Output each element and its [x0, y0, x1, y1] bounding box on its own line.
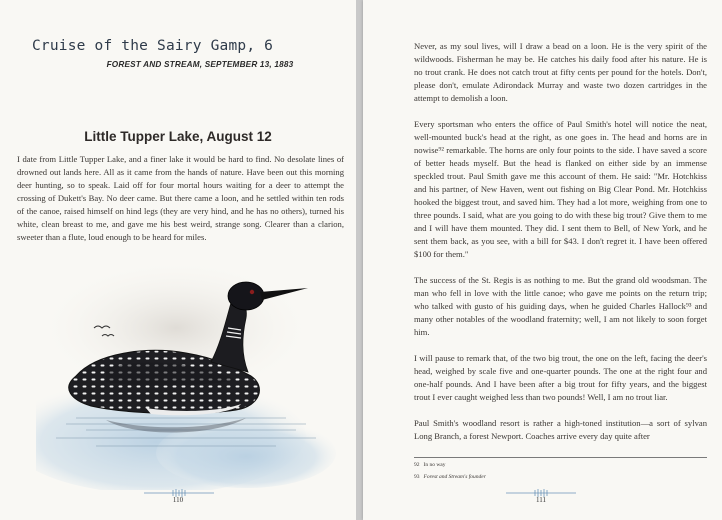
right-paragraph: Never, as my soul lives, will I draw a bead on a loon. He is the very spirit of the wildwoods. Fisherman he may be. He catches his daily food after his nature. He is no trout crank. He does not catch trout at fifty cents per pound for the hotels. Don't, please don't, emulate Adirondack Murray and waste two dozen cartridges in the attempt to demolish a loon. [414, 41, 707, 103]
right-body-text [414, 40, 707, 456]
right-paragraph: I will pause to remark that, of the two big trout, the one on the left, facing the deer's head, weighed by scale five and one-quarter pounds. The one at the right four and one-half pounds. And I have been after a big trout for fifty years, and the biggest trout I ever caught weighed less than two pounds! Well, I am no trout liar. [414, 353, 707, 402]
left-folio: 110 [172, 496, 184, 504]
page-gutter [356, 0, 363, 520]
right-paragraph: Paul Smith's woodland resort is rather a high-toned institution—a sort of sylvan Long Branch, a forest Newport. Coaches arrive every day quite after [414, 418, 707, 441]
footnote-92 [414, 462, 707, 468]
left-body-text [17, 153, 344, 244]
left-paragraph: I date from Little Tupper Lake, and a finer lake it would be hard to find. No desolate lines of drowned out lands here. All as it came from the hands of nature. Have been out this morning deer hunting, so to speak. Laid off for four mortal hours waiting for a deer to attempt the crossing of Dukett's Bay. No deer came. But there came a loon, and he settled within ten rods of the canoe, raised himself on hind legs (they are very hind, and he has no others), turned his white, clean breast to me, and gave me his best weird, strange song. Clearer than a clarion, sweeter than a flute, loud enough to be heard for miles. [17, 154, 344, 242]
right-folio: 111 [536, 496, 546, 504]
chapter-subtitle: FOREST AND STREAM, SEPTEMBER 13, 1883 [106, 60, 294, 69]
footnote-number: 92 [414, 462, 420, 468]
loon-icon [36, 258, 336, 490]
footnote-rule [414, 457, 707, 458]
footnote-number: 93 [414, 474, 420, 480]
section-heading: Little Tupper Lake, August 12 [84, 129, 272, 144]
loon-illustration [36, 258, 336, 490]
right-paragraph: Every sportsman who enters the office of Paul Smith's hotel will notice the neat, well-mounted buck's head at the right, as one goes in. The head and horns are in nowise⁹² remarkable. The horns are only four points to the side. I have saved a score of better heads myself. But the head is flanked on either side by an immense speckled trout. Paul Smith gave me this account of them. He said: "Mr. Hotchkiss and his partner, of New Haven, went out fishing on Big Clear Pond. Mr. Hotchkiss hooked the biggest trout, and saved him. They had a lot more, weighing from one to three pounds. I said, what are you going to do with these big trout? Give them to me and I will have them mounted. They did. I sent them to Bell, of New York, and he sent them back, as you see, with a bill for $43. I don't regret it. I have been offered $100 for them." [414, 119, 707, 259]
footnote-text: Forest and Stream's founder [423, 474, 486, 480]
footnote-text: In no way [423, 462, 446, 468]
footnote-93 [414, 474, 707, 480]
right-paragraph: The success of the St. Regis is as nothing to me. But the grand old woodsman. The man who fell in love with the little canoe; who gave me points on the return trip; who talked with gusto of his guiding days, when he guided Charles Hallock⁹³ and many other notables of the woodland fraternity; well, I am not likely to soon forget him. [414, 275, 707, 337]
running-title: Cruise of the Sairy Gamp, 6 [32, 38, 274, 54]
